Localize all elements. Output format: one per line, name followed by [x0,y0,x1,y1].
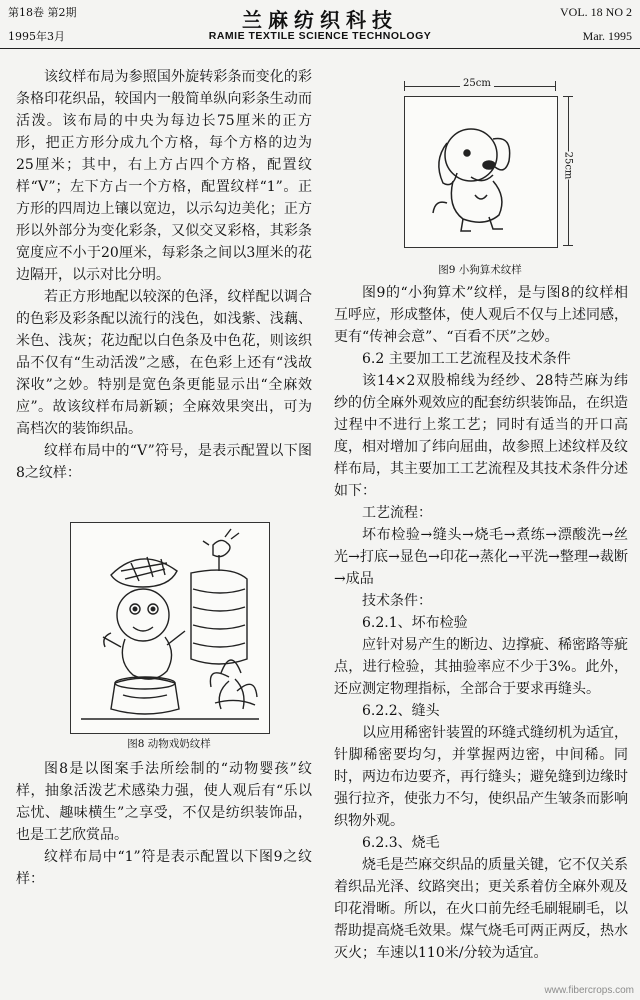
volume-issue: 第18卷 第2期 [8,6,77,19]
volume-issue-en: VOL. 18 NO 2 [560,5,632,19]
left-column-bottom [16,758,312,890]
journal-title: 兰麻纺织科技 [242,8,398,32]
paragraph-v-symbol: 纹样布局中的“V”符号，是表示配置以下图8之纹样： [16,443,312,481]
figure-9-caption: 图9 小狗算术纹样 [438,264,522,276]
figure-9-caption-wrap [404,262,556,277]
technical-conditions-label: 技术条件： [362,593,432,609]
figure-9-puppy-pattern [404,96,558,248]
paragraph-materials: 该14×2双股棉线为经纱、28特苎麻为纬纱的仿全麻外观效应的配套纺织装饰品，在织造过程中不进行上浆工艺；同时有适当的开口高度，相对增加了纬向屈曲，故参照上述纹样及纹样布局，其主要加工工艺流程及其技术条件分述如下： [334,373,628,499]
site-watermark: www.fibercrops.com [544,985,634,996]
paragraph-1-symbol: 纹样布局中“1”符是表示配置以下图9之纹样： [16,849,312,887]
section-6-2-3-heading: 6.2.3、烧毛 [362,835,440,851]
process-flow: 坏布检验→缝头→烧毛→煮练→漂酸洗→丝光→打底→显色→印花→蒸化→平洗→整理→裁断→成品 [334,527,628,587]
journal-subtitle: RAMIE TEXTILE SCIENCE TECHNOLOGY [208,30,432,42]
figure-9-illustration [405,97,557,247]
paragraph-colour: 若正方形地配以较深的色泽，纹样配以调合的色彩及彩条配以流行的浅色，如浅紫、浅藕、米色、浅灰；花边配以白色条及中色花，则该织品不仅有“生动活泼”之感，在色彩上还有“浅故深收”之妙。特别是宽色条更能显示出“全麻效应”。故该纹样布局新颖；全麻效果突出，可为高档次的装饰织品。 [16,289,312,437]
right-column [334,282,628,964]
dimension-side-label: 25cm [562,151,574,180]
dimension-top [404,80,556,92]
issue-date: 1995年3月 [8,30,65,43]
figure-8-illustration [71,523,269,733]
paragraph-figure-8: 图8是以图案手法所绘制的“动物婴孩”纹样，抽象活泼艺术感染力强，使人观后有“乐以忘忧、趣味横生”之享受，不仅是纺织装饰品，也是工艺欣赏品。 [16,761,312,843]
left-column-top [16,66,312,484]
paragraph-layout: 该纹样布局为参照国外旋转彩条而变化的彩条格印花织品，较国内一般简单纵向彩条生动而活泼。该布局的中央为每边长75厘米的正方形，把正方形分成九个方格，每个方格的边为25厘米；其中，右上方占四个方格，配置纹样“V”；左下方占一个方格，配置纹样“1”。正方形的四周边上镶以宽边，以示勾边美化；正方形以外部分为变化彩条，又似交叉彩格，其彩条宽度应不小于20厘米，每彩条之间以3厘米的花边隔开，以示对比分明。 [16,69,312,283]
section-6-2-2-heading: 6.2.2、缝头 [362,703,440,719]
figure-8-caption: 图8 动物戏奶纹样 [127,738,211,750]
figure-8-caption-wrap [70,736,268,751]
journal-header [0,0,640,49]
dimension-side [562,96,574,246]
figure-8-animal-pattern [70,522,270,734]
issue-date-en: Mar. 1995 [582,29,632,43]
section-6-2-heading: 6.2 主要加工工艺流程及技术条件 [362,351,571,367]
paragraph-singeing: 烧毛是苎麻交织品的质量关键，它不仅关系着织品光泽、纹路突出；更关系着仿全麻外观及印花滑晰。所以，在火口前先经毛刷辊刷毛，以帮助提高烧毛效果。煤气烧毛可两正两反，热水灭火；车速以110米/分较为适宜。 [334,857,628,961]
paragraph-inspection: 应针对易产生的断边、边撑疵、稀密路等疵点，进行检验，其抽验率应不少于3%。此外，还应测定物理指标，全部合于要求再缝头。 [334,637,628,697]
process-flow-label: 工艺流程： [362,505,432,521]
dimension-top-label: 25cm [460,78,494,89]
paragraph-figure-9: 图9的“小狗算术”纹样，是与图8的纹样相互呼应，形成整体，使人观后不仅与上述同感，更有“传神会意”、“百看不厌”之妙。 [334,285,628,345]
paragraph-seaming: 以应用稀密针装置的环缝式缝纫机为适宜，针脚稀密要均匀，并掌握两边密，中间稀。同时，两边布边要齐，再行缝头；避免缝到边缘时强行拉齐，使张力不匀，使织品产生皱条而影响织物外观。 [334,725,628,829]
section-6-2-1-heading: 6.2.1、坏布检验 [362,615,468,631]
